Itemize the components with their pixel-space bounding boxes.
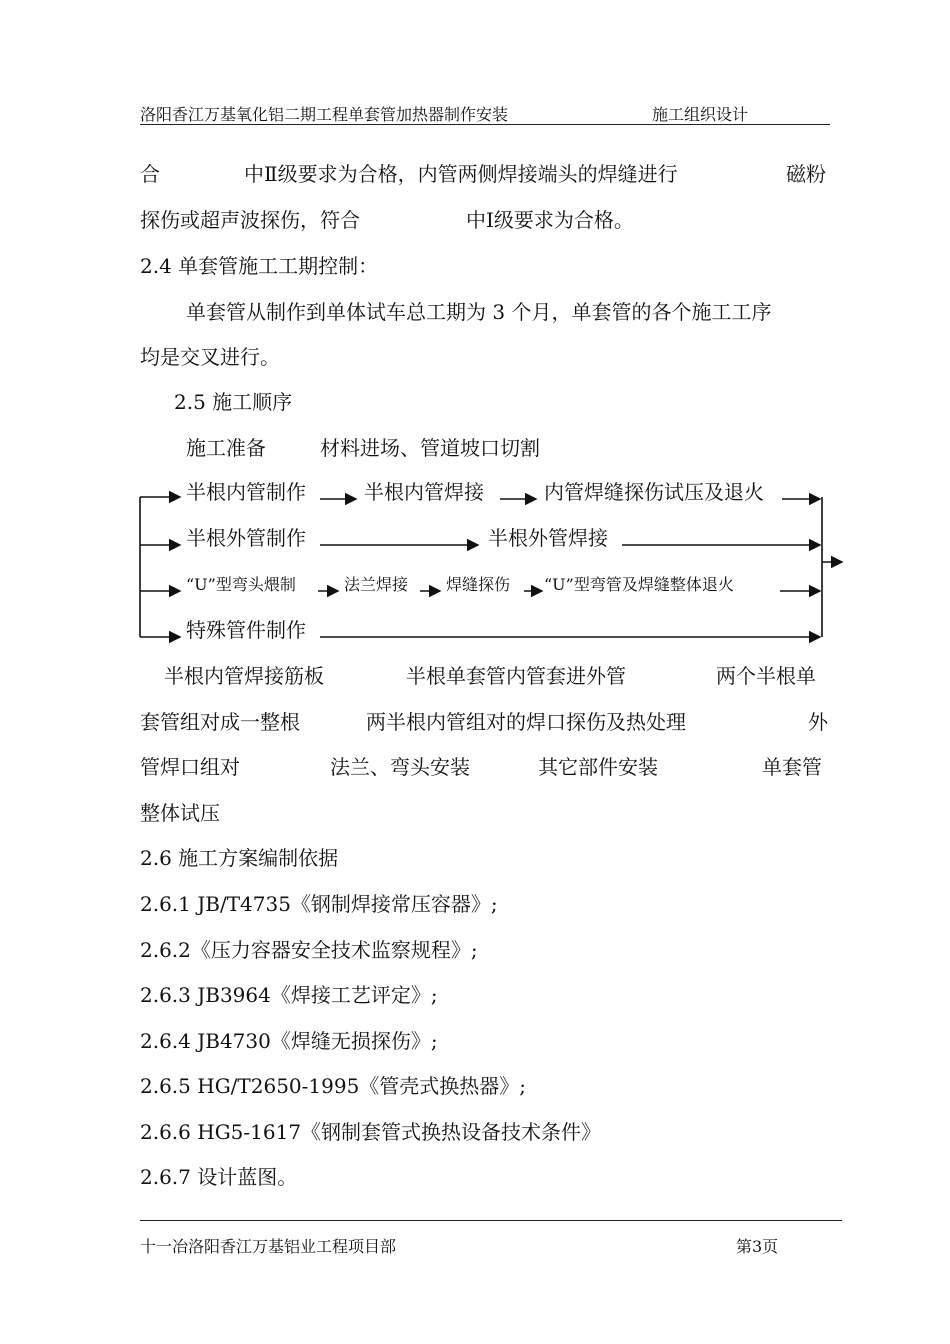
ref-item-7: 2.6.7 设计蓝图。 [140, 1165, 298, 1189]
p1-start: 合 [140, 162, 160, 186]
flow-row3-step1: “U”型弯头煨制 [186, 575, 296, 594]
flow-row2-step1: 半根外管制作 [186, 526, 306, 550]
p2-end: 中Ⅰ级要求为合格。 [466, 208, 634, 232]
prep-step: 施工准备 [186, 436, 266, 460]
p1-middle: 中Ⅱ级要求为合格，内管两侧焊接端头的焊缝进行 [244, 162, 678, 186]
flow-row1-step1: 半根内管制作 [186, 480, 306, 504]
seq-l1-b: 半根单套管内管套进外管 [406, 664, 626, 688]
footer-rule [140, 1220, 842, 1221]
seq-l3-c: 其它部件安装 [538, 755, 658, 779]
seq-l2-c: 外 [808, 710, 828, 734]
seq-l4-a: 整体试压 [140, 801, 220, 825]
p2-start: 探伤或超声波探伤，符合 [140, 208, 360, 232]
header-left: 洛阳香江万基氧化铝二期工程单套管加热器制作安装 [140, 105, 509, 124]
seq-l2-b: 两半根内管组对的焊口探伤及热处理 [366, 710, 686, 734]
ref-item-2: 2.6.2《压力容器安全技术监察规程》; [140, 938, 478, 962]
p1-end: 磁粉 [786, 162, 826, 186]
ref-item-5: 2.6.5 HG/T2650-1995《管壳式换热器》; [140, 1074, 527, 1098]
flow-row3-step2: 法兰焊接 [344, 575, 409, 594]
material-step: 材料进场、管道坡口切割 [320, 436, 540, 460]
seq-l3-b: 法兰、弯头安装 [330, 755, 470, 779]
flow-row2-step2: 半根外管焊接 [488, 526, 608, 550]
section-2-4-line2: 均是交叉进行。 [140, 345, 280, 369]
section-2-5-title: 2.5 施工顺序 [174, 390, 293, 414]
seq-l3-a: 管焊口组对 [140, 755, 240, 779]
ref-item-4: 2.6.4 JB4730《焊缝无损探伤》; [140, 1029, 438, 1053]
page-number: 第3页 [736, 1237, 779, 1256]
flow-row1-step2: 半根内管焊接 [364, 480, 484, 504]
section-2-4-title: 2.4 单套管施工工期控制： [140, 254, 379, 278]
flow-row1-step3: 内管焊缝探伤试压及退火 [544, 480, 764, 504]
header-right: 施工组织设计 [652, 105, 749, 124]
footer-left: 十一冶洛阳香江万基铝业工程项目部 [140, 1237, 397, 1256]
flow-row3-step3: 焊缝探伤 [446, 575, 511, 594]
ref-item-6: 2.6.6 HG5-1617《钢制套管式换热设备技术条件》 [140, 1120, 602, 1144]
seq-l3-d: 单套管 [762, 755, 822, 779]
flow-row4-step1: 特殊管件制作 [186, 618, 306, 642]
section-2-6-title: 2.6 施工方案编制依据 [140, 846, 339, 870]
seq-l2-a: 套管组对成一整根 [140, 710, 300, 734]
ref-item-1: 2.6.1 JB/T4735《钢制焊接常压容器》; [140, 892, 498, 916]
seq-l1-c: 两个半根单 [716, 664, 816, 688]
section-2-4-line1: 单套管从制作到单体试车总工期为 3 个月，单套管的各个施工工序 [186, 300, 772, 324]
flow-row3-step4: “U”型弯管及焊缝整体退火 [544, 575, 734, 594]
ref-item-3: 2.6.3 JB3964《焊接工艺评定》; [140, 983, 438, 1007]
seq-l1-a: 半根内管焊接筋板 [164, 664, 324, 688]
